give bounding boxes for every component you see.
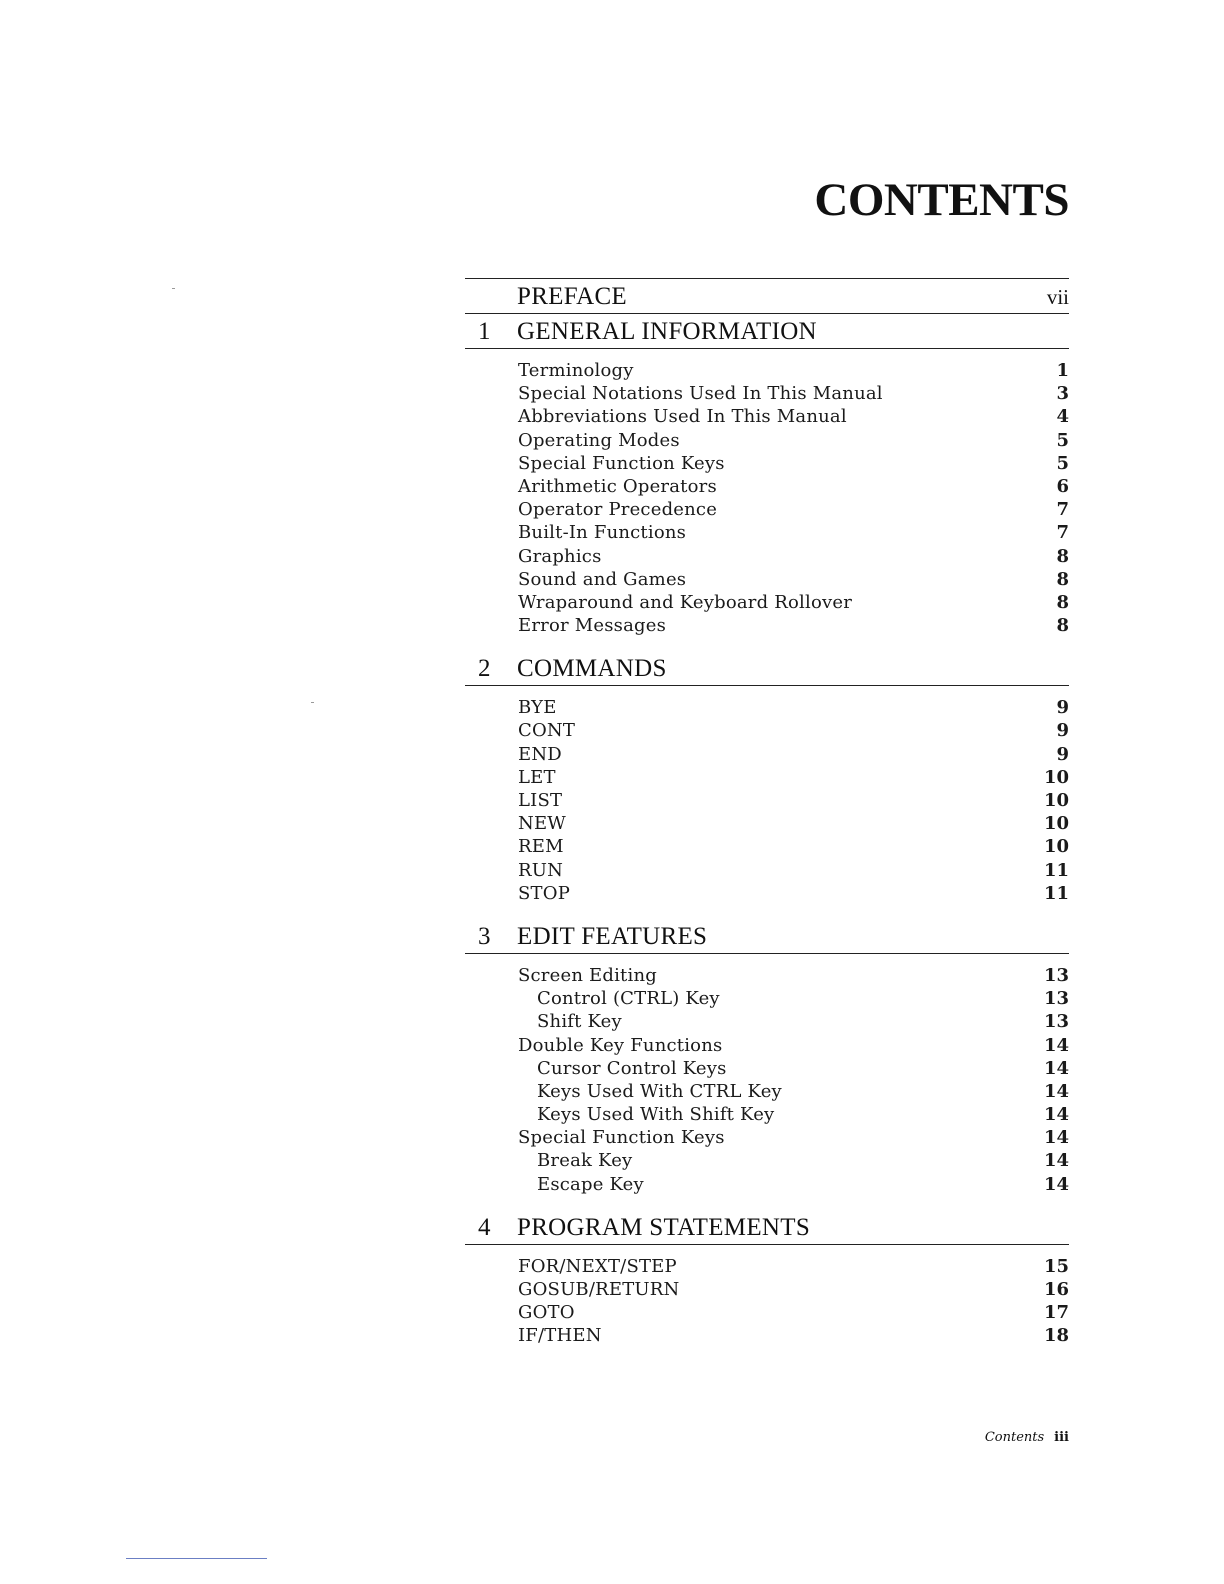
section-entries	[465, 349, 1069, 651]
toc-entry	[465, 452, 1069, 475]
toc-entry	[465, 1255, 1069, 1278]
scan-speck	[311, 702, 314, 703]
entry-label: BYE	[518, 697, 557, 719]
entry-page-number: 8	[1056, 568, 1069, 590]
entry-label: RUN	[518, 859, 564, 881]
toc-entry	[465, 789, 1069, 812]
entry-label: Sound and Games	[518, 568, 687, 590]
section-title: PREFACE	[517, 283, 627, 310]
entry-label: END	[518, 743, 562, 765]
toc-entry	[465, 835, 1069, 858]
toc-entry	[465, 591, 1069, 614]
toc-entry	[465, 1173, 1069, 1196]
table-of-contents	[465, 278, 1069, 1362]
entry-label: Error Messages	[518, 615, 667, 637]
entry-label: Keys Used With CTRL Key	[537, 1080, 782, 1102]
toc-entry	[465, 1034, 1069, 1057]
entry-label: LIST	[518, 790, 563, 811]
entry-page-number: 14	[1043, 1127, 1069, 1149]
entry-label: Cursor Control Keys	[537, 1057, 727, 1079]
toc-entry	[465, 1324, 1069, 1347]
entry-label: NEW	[518, 813, 566, 835]
entry-page-number: 3	[1056, 383, 1069, 405]
toc-entry	[465, 614, 1069, 637]
entry-page-number: 10	[1043, 836, 1069, 858]
entry-label: Control (CTRL) Key	[537, 988, 720, 1010]
entry-label: Built-In Functions	[518, 522, 687, 544]
section-heading	[465, 314, 1069, 349]
entry-page-number: 4	[1056, 406, 1069, 428]
toc-entry	[465, 545, 1069, 568]
section-entries	[465, 1245, 1069, 1362]
entry-page-number: 17	[1043, 1302, 1069, 1324]
toc-entry	[465, 382, 1069, 405]
entry-page-number: 5	[1056, 452, 1069, 474]
entry-label: Special Notations Used In This Manual	[518, 383, 883, 405]
entry-page-number: 7	[1056, 499, 1069, 521]
entry-page-number: 1	[1056, 360, 1069, 381]
bottom-rule	[126, 1558, 267, 1559]
entry-label: Double Key Functions	[518, 1034, 723, 1056]
entry-label: Special Function Keys	[518, 452, 725, 474]
scan-speck	[172, 288, 175, 289]
toc-entry	[465, 405, 1069, 428]
section-entries	[465, 686, 1069, 919]
entry-label: Operating Modes	[518, 429, 680, 451]
toc-entry	[465, 1149, 1069, 1172]
section-title: PROGRAM STATEMENTS	[517, 1213, 811, 1241]
section-heading	[465, 278, 1069, 314]
entry-page-number: 10	[1043, 766, 1069, 788]
section-title: EDIT FEATURES	[517, 922, 708, 950]
section-heading	[465, 651, 1069, 686]
section-number: 2	[478, 655, 491, 683]
toc-entry	[465, 719, 1069, 742]
entry-label: Keys Used With Shift Key	[537, 1104, 775, 1126]
toc-entry	[465, 359, 1069, 382]
entry-page-number: 5	[1056, 429, 1069, 451]
toc-entry	[465, 859, 1069, 882]
toc-entry	[465, 429, 1069, 452]
page-footer	[900, 1428, 1069, 1448]
entry-label: LET	[518, 766, 556, 788]
entry-label: Graphics	[518, 545, 602, 567]
footer-page-number: iii	[1054, 1430, 1069, 1445]
toc-section	[465, 919, 1069, 1210]
toc-entry	[465, 743, 1069, 766]
entry-label: Special Function Keys	[518, 1127, 725, 1149]
entry-page-number: 14	[1043, 1057, 1069, 1079]
toc-entry	[465, 1057, 1069, 1080]
entry-page-number: 14	[1043, 1104, 1069, 1126]
page-title: CONTENTS	[814, 174, 1069, 227]
entry-label: STOP	[518, 882, 571, 904]
section-page-number: vii	[1046, 285, 1069, 309]
toc-entry	[465, 1080, 1069, 1103]
toc-entry	[465, 521, 1069, 544]
section-entries	[465, 954, 1069, 1210]
entry-label: GOTO	[518, 1302, 575, 1324]
entry-label: Abbreviations Used In This Manual	[518, 406, 847, 428]
entry-page-number: 14	[1043, 1173, 1069, 1195]
entry-page-number: 13	[1043, 964, 1069, 986]
entry-page-number: 11	[1043, 882, 1069, 904]
toc-entry	[465, 882, 1069, 905]
section-title: GENERAL INFORMATION	[517, 318, 817, 345]
entry-page-number: 13	[1043, 988, 1069, 1010]
toc-entry	[465, 568, 1069, 591]
entry-page-number: 9	[1056, 743, 1069, 765]
entry-label: Terminology	[518, 360, 634, 381]
section-number: 1	[478, 318, 491, 345]
entry-label: Screen Editing	[518, 964, 657, 986]
entry-label: Wraparound and Keyboard Rollover	[518, 591, 853, 613]
toc-entry	[465, 1301, 1069, 1324]
toc-section	[465, 1210, 1069, 1362]
entry-label: GOSUB/RETURN	[518, 1279, 680, 1300]
entry-page-number: 9	[1056, 720, 1069, 742]
toc-entry	[465, 964, 1069, 987]
toc-entry	[465, 1103, 1069, 1126]
entry-label: CONT	[518, 720, 576, 742]
entry-page-number: 10	[1043, 790, 1069, 811]
toc-entry	[465, 812, 1069, 835]
toc-entry	[465, 475, 1069, 498]
toc-entry	[465, 498, 1069, 521]
toc-section	[465, 314, 1069, 651]
section-title: COMMANDS	[517, 655, 667, 683]
toc-section	[465, 278, 1069, 314]
toc-entry	[465, 1126, 1069, 1149]
entry-page-number: 18	[1043, 1325, 1069, 1347]
entry-label: Arithmetic Operators	[518, 475, 717, 497]
toc-entry	[465, 1010, 1069, 1033]
toc-entry	[465, 1278, 1069, 1301]
toc-entry	[465, 696, 1069, 719]
entry-label: Shift Key	[537, 1011, 622, 1033]
entry-page-number: 10	[1043, 813, 1069, 835]
entry-page-number: 11	[1043, 859, 1069, 881]
entry-page-number: 6	[1056, 475, 1069, 497]
entry-label: IF/THEN	[518, 1325, 602, 1347]
entry-page-number: 14	[1043, 1150, 1069, 1172]
entry-label: Escape Key	[537, 1173, 644, 1195]
entry-label: REM	[518, 836, 564, 858]
footer-label: Contents	[984, 1430, 1045, 1445]
entry-page-number: 8	[1056, 591, 1069, 613]
entry-page-number: 8	[1056, 615, 1069, 637]
entry-page-number: 8	[1056, 545, 1069, 567]
toc-section	[465, 651, 1069, 919]
entry-page-number: 16	[1043, 1279, 1069, 1300]
entry-label: FOR/NEXT/STEP	[518, 1255, 677, 1277]
entry-label: Break Key	[537, 1150, 633, 1172]
entry-page-number: 14	[1043, 1034, 1069, 1056]
section-heading	[465, 919, 1069, 954]
entry-page-number: 14	[1043, 1080, 1069, 1102]
entry-page-number: 13	[1043, 1011, 1069, 1033]
toc-entry	[465, 766, 1069, 789]
section-heading	[465, 1210, 1069, 1245]
section-number: 3	[478, 922, 491, 950]
entry-page-number: 9	[1056, 697, 1069, 719]
entry-page-number: 7	[1056, 522, 1069, 544]
section-number: 4	[478, 1213, 491, 1241]
entry-page-number: 15	[1043, 1255, 1069, 1277]
entry-label: Operator Precedence	[518, 499, 718, 521]
toc-entry	[465, 987, 1069, 1010]
